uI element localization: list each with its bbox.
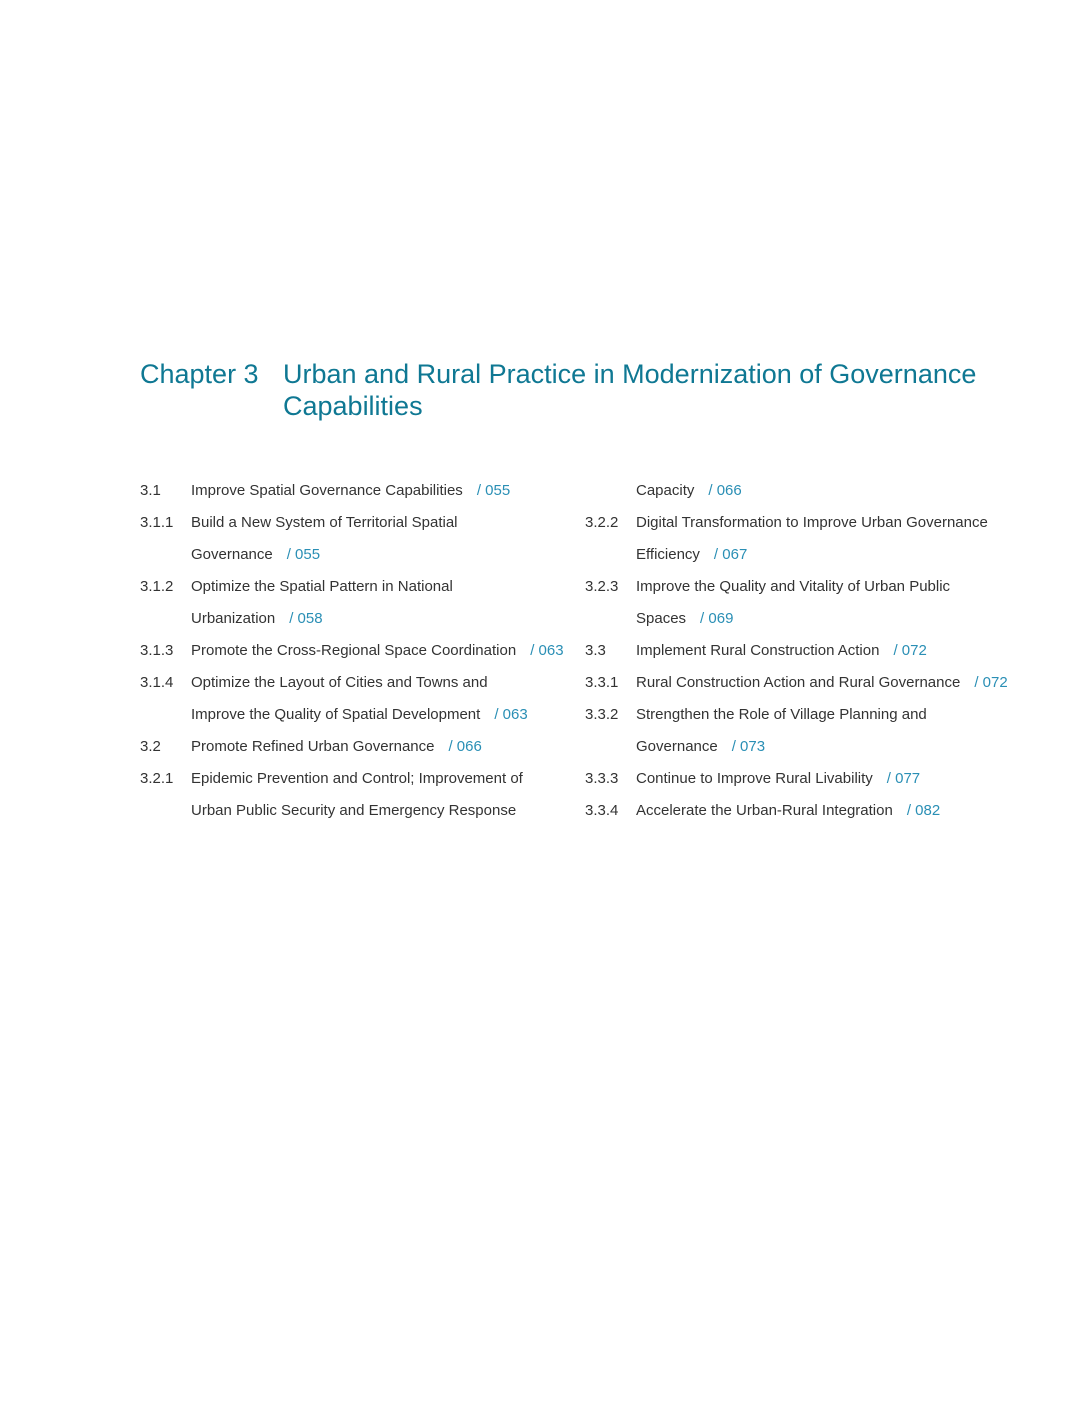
toc-text: Governance <box>636 738 718 755</box>
toc-number: 3.2.1 <box>140 770 174 787</box>
toc-left-column <box>140 475 570 827</box>
toc-page: / 067 <box>713 546 748 563</box>
chapter-title-line1: Urban and Rural Practice in Modernization of Governance <box>283 359 977 389</box>
toc-line[interactable] <box>585 795 1015 827</box>
toc-line[interactable] <box>585 667 1015 699</box>
chapter-heading <box>140 358 1020 422</box>
toc-line[interactable] <box>140 731 570 763</box>
toc-number: 3.3.1 <box>585 674 619 691</box>
toc-number <box>585 731 636 763</box>
toc-page: / 055 <box>286 546 321 563</box>
toc-text: Governance <box>191 546 273 563</box>
toc-line[interactable] <box>585 635 1015 667</box>
toc-page: / 063 <box>494 706 528 723</box>
toc-page: / 058 <box>289 610 323 627</box>
chapter-label: Chapter 3 <box>140 359 259 389</box>
toc-line[interactable] <box>140 507 570 539</box>
toc-page: / 072 <box>893 642 927 659</box>
toc-line[interactable] <box>140 539 570 571</box>
toc-number <box>140 699 191 731</box>
toc-line[interactable] <box>140 795 570 827</box>
toc-text: Capacity <box>636 482 695 499</box>
toc-number <box>585 475 636 507</box>
toc-text: Efficiency <box>636 546 700 563</box>
toc-line[interactable] <box>140 667 570 699</box>
toc-number: 3.2.2 <box>585 514 619 531</box>
toc-number: 3.1 <box>140 482 161 499</box>
toc-text: Digital Transformation to Improve Urban Governance <box>636 514 988 531</box>
toc-text: Build a New System of Territorial Spatial <box>191 514 458 531</box>
toc-number <box>140 603 191 635</box>
toc-page: / 073 <box>731 738 766 755</box>
toc-page: / 077 <box>886 770 921 787</box>
toc-text: Urban Public Security and Emergency Response <box>191 802 517 819</box>
toc-number: 3.3.4 <box>585 802 619 819</box>
toc-line[interactable] <box>585 603 1015 635</box>
toc-right-column <box>585 475 1015 827</box>
toc-number: 3.3 <box>585 642 606 659</box>
toc-number: 3.2.3 <box>585 578 619 595</box>
toc-page: / 066 <box>448 738 482 755</box>
toc-page: / 063 <box>530 642 564 659</box>
chapter-title-line2: Capabilities <box>283 391 423 421</box>
toc-text: Implement Rural Construction Action <box>636 642 880 659</box>
toc-text: Accelerate the Urban-Rural Integration <box>636 802 893 819</box>
toc-page: / 069 <box>700 610 734 627</box>
toc-number: 3.1.3 <box>140 642 174 659</box>
toc-line[interactable] <box>585 539 1015 571</box>
toc-text: Improve the Quality and Vitality of Urban Public <box>636 578 951 595</box>
toc-line[interactable] <box>140 699 570 731</box>
toc-text: Urbanization <box>191 610 276 627</box>
toc-text: Improve Spatial Governance Capabilities <box>191 482 463 499</box>
toc-number: 3.1.1 <box>140 514 174 531</box>
toc-number <box>140 539 191 571</box>
toc-text: Promote the Cross-Regional Space Coordination <box>191 642 517 659</box>
toc-number: 3.2 <box>140 738 161 755</box>
toc-text: Improve the Quality of Spatial Development <box>191 706 481 723</box>
toc-line[interactable] <box>140 571 570 603</box>
toc-text: Promote Refined Urban Governance <box>191 738 435 755</box>
toc-text: Strengthen the Role of Village Planning and <box>636 706 927 723</box>
toc-line[interactable] <box>585 731 1015 763</box>
toc-text: Optimize the Layout of Cities and Towns and <box>191 674 488 691</box>
toc-page: / 066 <box>708 482 742 499</box>
toc-line[interactable] <box>140 603 570 635</box>
toc-line[interactable] <box>585 763 1015 795</box>
toc-line[interactable] <box>140 475 570 507</box>
chapter-title <box>283 358 983 422</box>
toc-number <box>140 795 191 827</box>
toc-line[interactable] <box>585 475 1015 507</box>
toc-text: Spaces <box>636 610 687 627</box>
toc-number: 3.3.3 <box>585 770 619 787</box>
toc-line[interactable] <box>140 635 570 667</box>
toc-line[interactable] <box>585 699 1015 731</box>
toc-number: 3.1.4 <box>140 674 174 691</box>
toc-number: 3.3.2 <box>585 706 619 723</box>
toc-page: / 082 <box>906 802 941 819</box>
toc-page: / 072 <box>974 674 1008 691</box>
toc-number: 3.1.2 <box>140 578 174 595</box>
toc-line[interactable] <box>585 571 1015 603</box>
toc-text: Continue to Improve Rural Livability <box>636 770 873 787</box>
toc-line[interactable] <box>140 763 570 795</box>
toc-page: / 055 <box>476 482 511 499</box>
toc-number <box>585 603 636 635</box>
toc-text: Epidemic Prevention and Control; Improvement of <box>191 770 523 787</box>
toc-text: Rural Construction Action and Rural Governance <box>636 674 961 691</box>
toc-number <box>585 539 636 571</box>
toc-text: Optimize the Spatial Pattern in National <box>191 578 453 595</box>
toc-line[interactable] <box>585 507 1015 539</box>
